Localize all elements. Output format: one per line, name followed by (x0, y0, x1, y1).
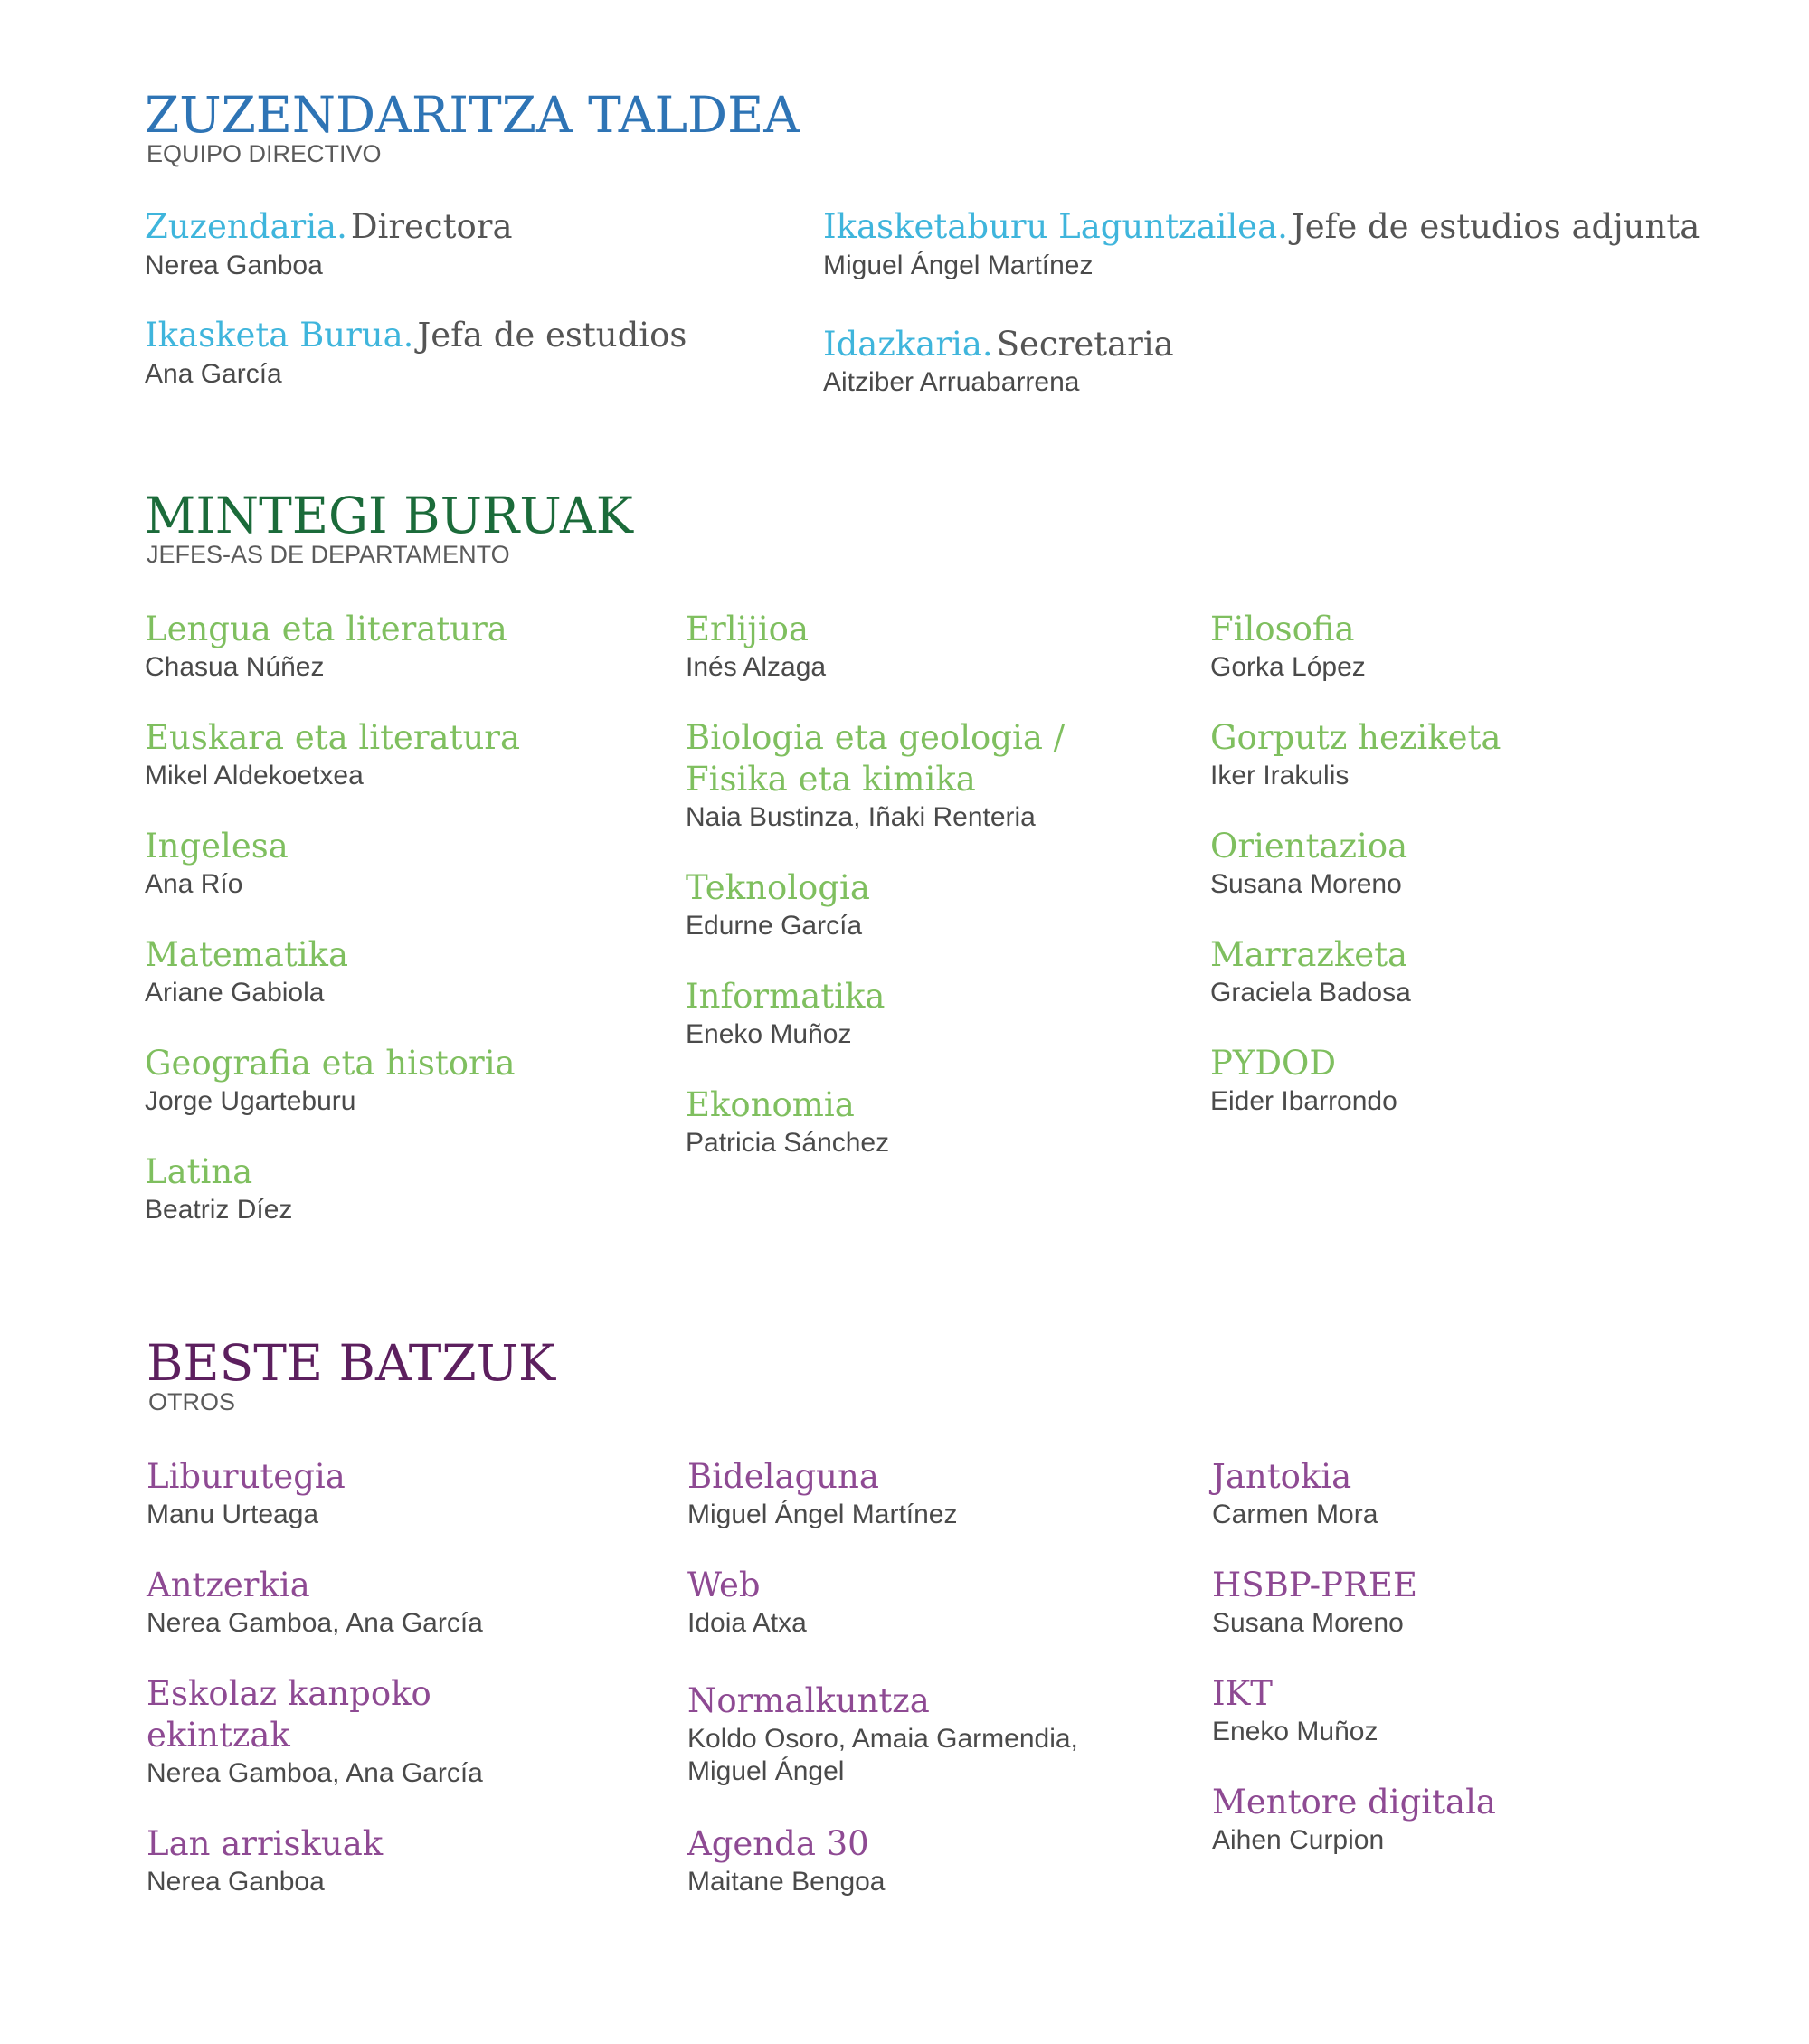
department-head: Edurne García (686, 911, 863, 941)
department-head: Patricia Sánchez (686, 1128, 890, 1158)
department-name: Filosofia (1210, 610, 1355, 648)
department-head: Eneko Muñoz (686, 1019, 852, 1049)
entry-role-es: Directora (350, 207, 513, 246)
department-name: Geografia eta historia (145, 1044, 516, 1083)
entry-role: Ikasketaburu Laguntzailea. (823, 207, 1288, 246)
department-head: Beatriz Díez (145, 1195, 293, 1225)
department-name: Marrazketa (1210, 935, 1408, 974)
department-name: Lengua eta literatura (145, 610, 507, 648)
department-name: Euskara eta literatura (145, 718, 521, 757)
entry-role-es: Jefe de estudios adjunta (1291, 207, 1700, 246)
other-role: Normalkuntza (687, 1681, 930, 1720)
directive-entry (145, 315, 687, 356)
department-head: Chasua Núñez (145, 652, 325, 682)
department-name: Matematika (145, 935, 349, 974)
other-person: Nerea Ganboa (147, 1867, 325, 1897)
other-role: Bidelaguna (687, 1457, 879, 1496)
section-title-directive: ZUZENDARITZA TALDEA (145, 86, 800, 144)
other-person: Koldo Osoro, Amaia Garmendia, (687, 1724, 1078, 1754)
directive-entry (823, 206, 1700, 248)
department-name: Ingelesa (145, 827, 289, 866)
other-person: Miguel Ángel Martínez (687, 1500, 958, 1529)
other-person: Idoia Atxa (687, 1608, 807, 1638)
department-head: Eider Ibarrondo (1210, 1086, 1397, 1116)
section-subtitle-others: OTROS (148, 1388, 236, 1415)
department-head: Susana Moreno (1210, 869, 1402, 899)
other-person: Manu Urteaga (147, 1500, 319, 1529)
other-role: Jantokia (1212, 1457, 1352, 1496)
department-head: Naia Bustinza, Iñaki Renteria (686, 802, 1036, 832)
department-head: Gorka López (1210, 652, 1366, 682)
entry-person: Ana García (145, 359, 282, 389)
other-person: Nerea Gamboa, Ana García (147, 1758, 483, 1788)
other-role: Mentore digitala (1212, 1783, 1496, 1822)
department-head: Ana Río (145, 869, 243, 899)
entry-person: Miguel Ángel Martínez (823, 251, 1094, 280)
other-role: IKT (1212, 1674, 1273, 1713)
department-name: Orientazioa (1210, 827, 1408, 866)
entry-person: Aitziber Arruabarrena (823, 367, 1080, 397)
department-name-line2: Fisika eta kimika (686, 760, 976, 799)
entry-role: Idazkaria. (823, 325, 993, 364)
department-name: Erlijioa (686, 610, 810, 648)
other-person: Aihen Curpion (1212, 1825, 1385, 1855)
directive-entry (823, 324, 1174, 365)
other-role: Agenda 30 (687, 1824, 869, 1863)
section-title-departments: MINTEGI BURUAK (145, 487, 633, 544)
other-role: Lan arriskuak (147, 1824, 384, 1863)
department-head: Mikel Aldekoetxea (145, 761, 364, 790)
other-role: HSBP-PREE (1212, 1566, 1417, 1604)
other-role: Web (687, 1566, 761, 1604)
department-head: Iker Irakulis (1210, 761, 1350, 790)
department-name: Biologia eta geologia / (686, 718, 1066, 757)
entry-role-es: Jefa de estudios (417, 316, 687, 355)
section-subtitle-departments: JEFES-AS DE DEPARTAMENTO (147, 541, 510, 568)
entry-role-es: Secretaria (996, 325, 1174, 364)
department-name: Gorputz heziketa (1210, 718, 1501, 757)
other-role: Eskolaz kanpoko (147, 1674, 431, 1713)
entry-role: Ikasketa Burua. (145, 316, 414, 355)
other-person: Susana Moreno (1212, 1608, 1404, 1638)
department-head: Graciela Badosa (1210, 978, 1411, 1008)
other-person: Nerea Gamboa, Ana García (147, 1608, 483, 1638)
department-name: Ekonomia (686, 1085, 855, 1124)
other-person: Carmen Mora (1212, 1500, 1378, 1529)
other-person: Maitane Bengoa (687, 1867, 886, 1897)
department-name: Latina (145, 1152, 253, 1191)
section-subtitle-directive: EQUIPO DIRECTIVO (147, 140, 382, 167)
other-role: Liburutegia (147, 1457, 346, 1496)
department-head: Inés Alzaga (686, 652, 827, 682)
entry-role: Zuzendaria. (145, 207, 347, 246)
department-name: Teknologia (686, 868, 870, 907)
directive-entry (145, 206, 513, 248)
department-head: Jorge Ugarteburu (145, 1086, 356, 1116)
other-role-line2: ekintzak (147, 1716, 290, 1755)
department-name: Informatika (686, 977, 886, 1016)
other-role: Antzerkia (147, 1566, 310, 1604)
other-person: Eneko Muñoz (1212, 1717, 1378, 1746)
department-head: Ariane Gabiola (145, 978, 325, 1008)
department-name: PYDOD (1210, 1044, 1336, 1083)
entry-person: Nerea Ganboa (145, 251, 323, 280)
other-person-line2: Miguel Ángel (687, 1756, 845, 1786)
section-title-others: BESTE BATZUK (147, 1334, 556, 1392)
